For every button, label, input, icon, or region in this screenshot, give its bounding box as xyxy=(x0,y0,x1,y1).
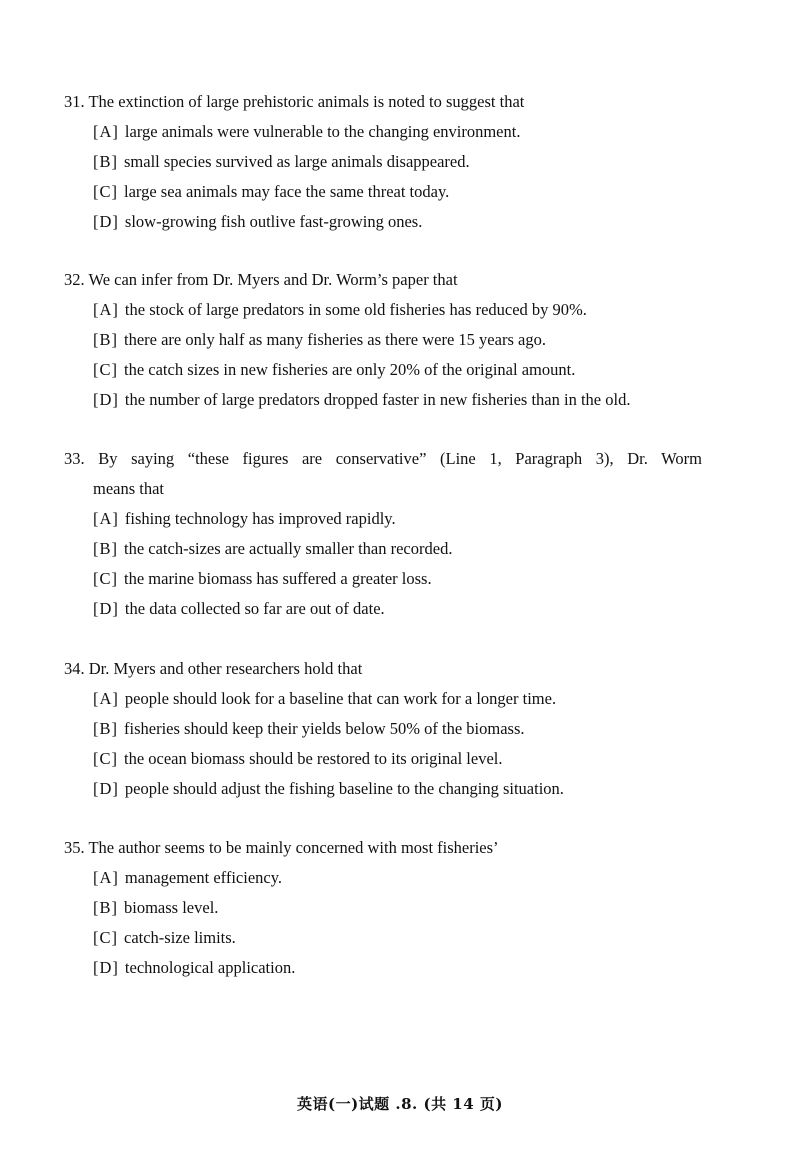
option-text: biomass level. xyxy=(124,898,219,917)
option-c xyxy=(64,564,724,594)
option-text: management efficiency. xyxy=(124,868,283,887)
option-letter: [D] xyxy=(93,599,119,618)
option-text: large animals were vulnerable to the changing environment. xyxy=(124,122,521,141)
question-stem xyxy=(64,87,724,117)
option-list xyxy=(64,684,724,804)
option-letter: [C] xyxy=(93,569,118,588)
option-letter: [C] xyxy=(93,928,118,947)
option-b xyxy=(64,147,724,177)
question-text: Dr. Myers and other researchers hold that xyxy=(88,659,363,678)
option-text: people should adjust the fishing baseline to the changing situation. xyxy=(124,779,564,798)
option-letter: [A] xyxy=(93,689,119,708)
question-35 xyxy=(64,833,724,983)
option-letter: [A] xyxy=(93,868,119,887)
option-a xyxy=(64,504,724,534)
option-text: the number of large predators dropped faster in new fisheries than in the old. xyxy=(124,390,631,409)
option-letter: [C] xyxy=(93,749,118,768)
option-letter: [C] xyxy=(93,360,118,379)
option-b xyxy=(64,714,724,744)
option-list xyxy=(64,295,724,415)
question-stem xyxy=(64,833,724,863)
option-b xyxy=(64,534,724,564)
option-list xyxy=(64,863,724,983)
option-text: fisheries should keep their yields below 50% of the biomass. xyxy=(124,719,525,738)
question-text-continued: means that xyxy=(93,479,165,498)
option-text: the ocean biomass should be restored to its original level. xyxy=(124,749,503,768)
option-letter: [D] xyxy=(93,958,119,977)
option-text: technological application. xyxy=(124,958,296,977)
option-d xyxy=(64,953,724,983)
option-text: people should look for a baseline that can work for a longer time. xyxy=(124,689,557,708)
option-text: the catch-sizes are actually smaller than recorded. xyxy=(124,539,453,558)
option-text: the catch sizes in new fisheries are only 20% of the original amount. xyxy=(124,360,576,379)
option-text: catch-size limits. xyxy=(124,928,236,947)
option-text: the marine biomass has suffered a greater loss. xyxy=(124,569,432,588)
question-33 xyxy=(64,444,724,624)
option-letter: [B] xyxy=(93,539,118,558)
option-text: large sea animals may face the same threat today. xyxy=(124,182,450,201)
question-text: We can infer from Dr. Myers and Dr. Worm’s paper that xyxy=(88,270,458,289)
question-number: 33. xyxy=(64,449,85,468)
option-d xyxy=(64,594,724,624)
option-text: there are only half as many fisheries as there were 15 years ago. xyxy=(124,330,546,349)
option-c xyxy=(64,177,724,207)
option-a xyxy=(64,117,724,147)
option-list xyxy=(64,504,724,624)
option-letter: [A] xyxy=(93,300,119,319)
option-letter: [D] xyxy=(93,390,119,409)
option-a xyxy=(64,684,724,714)
option-b xyxy=(64,325,724,355)
option-letter: [A] xyxy=(93,122,119,141)
question-32 xyxy=(64,265,724,415)
option-letter: [B] xyxy=(93,898,118,917)
question-number: 35. xyxy=(64,838,85,857)
question-stem-line xyxy=(64,444,702,474)
option-text: slow-growing fish outlive fast-growing ones. xyxy=(124,212,423,231)
option-c xyxy=(64,923,724,953)
option-b xyxy=(64,893,724,923)
option-letter: [B] xyxy=(93,330,118,349)
option-letter: [A] xyxy=(93,509,119,528)
question-text: By saying “these figures are conservative” (Line 1, Paragraph 3), Dr. Worm xyxy=(98,449,702,468)
option-text: fishing technology has improved rapidly. xyxy=(124,509,396,528)
option-d xyxy=(64,774,724,804)
question-34 xyxy=(64,654,724,804)
option-d xyxy=(64,385,724,415)
option-letter: [D] xyxy=(93,779,119,798)
option-letter: [B] xyxy=(93,152,118,171)
option-text: small species survived as large animals disappeared. xyxy=(124,152,470,171)
question-text: The author seems to be mainly concerned with most fisheries’ xyxy=(88,838,499,857)
question-number: 34. xyxy=(64,659,85,678)
option-text: the data collected so far are out of date. xyxy=(124,599,385,618)
question-31 xyxy=(64,87,724,237)
option-text: the stock of large predators in some old fisheries has reduced by 90%. xyxy=(124,300,587,319)
option-c xyxy=(64,744,724,774)
question-stem xyxy=(64,654,724,684)
option-d xyxy=(64,207,724,237)
option-c xyxy=(64,355,724,385)
question-text: The extinction of large prehistoric animals is noted to suggest that xyxy=(88,92,525,111)
question-number: 31. xyxy=(64,92,85,111)
page-footer: 英语(一)试题 .8. (共 14 页) xyxy=(296,1095,504,1113)
option-a xyxy=(64,295,724,325)
question-stem xyxy=(64,265,724,295)
option-letter: [C] xyxy=(93,182,118,201)
option-letter: [D] xyxy=(93,212,119,231)
option-list xyxy=(64,117,724,237)
question-stem xyxy=(64,444,724,504)
option-letter: [B] xyxy=(93,719,118,738)
question-number: 32. xyxy=(64,270,85,289)
option-a xyxy=(64,863,724,893)
